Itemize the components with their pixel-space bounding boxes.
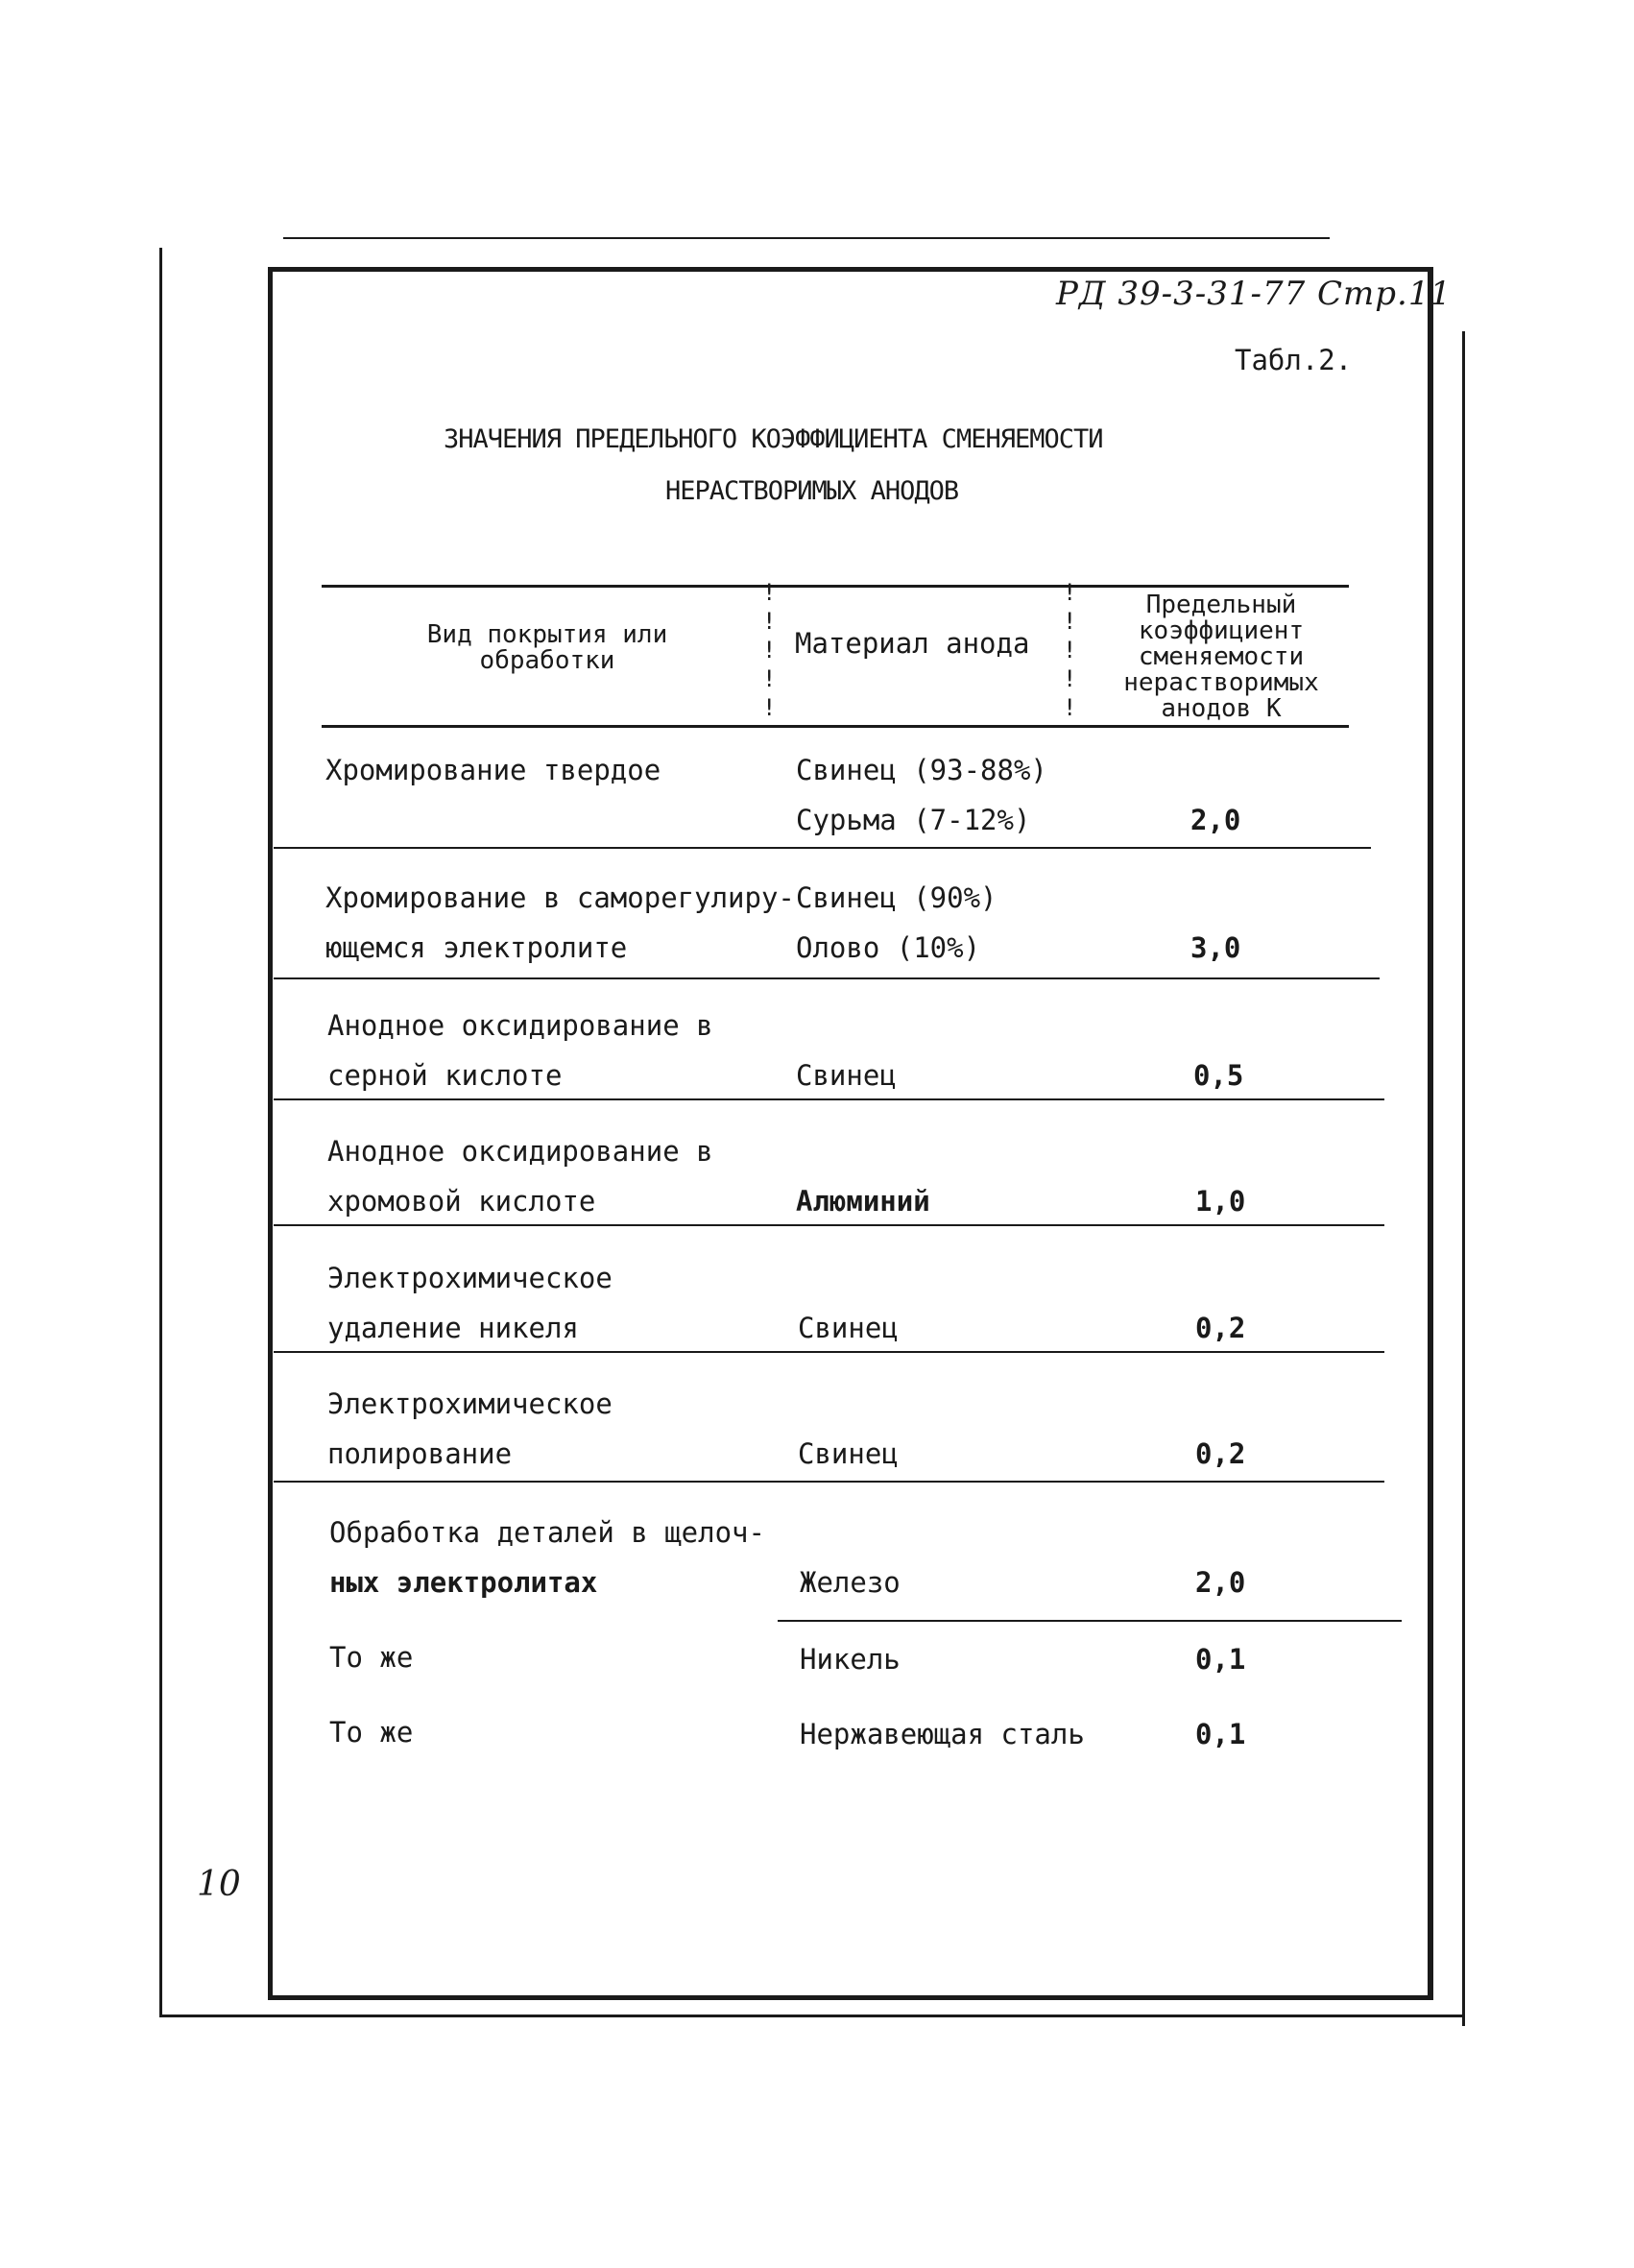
coating-cell: хромовой кислоте xyxy=(327,1185,596,1218)
material-cell: Алюминий xyxy=(796,1185,930,1218)
coating-cell: полирование xyxy=(327,1437,513,1470)
coefficient-cell: 0,2 xyxy=(1195,1312,1246,1344)
table-label: Табл.2. xyxy=(1235,344,1353,376)
header-coating-type: Вид покрытия или обработки xyxy=(426,620,668,675)
row-separator-partial xyxy=(778,1620,1402,1622)
table-header-top-rule xyxy=(322,585,1349,588)
coating-cell: Электрохимическое xyxy=(327,1262,613,1294)
coating-cell: Электрохимическое xyxy=(327,1387,613,1420)
coating-cell: ющемся электролите xyxy=(325,931,628,964)
sheet-bottom-rule xyxy=(159,2015,1465,2017)
material-cell: Никель xyxy=(800,1643,901,1676)
coefficient-cell: 0,2 xyxy=(1195,1437,1246,1470)
coating-cell: удаление никеля xyxy=(327,1312,579,1344)
sheet-top-rule xyxy=(283,237,1330,239)
row-separator xyxy=(274,1224,1384,1226)
material-cell: Свинец xyxy=(798,1312,899,1344)
material-cell: Свинец xyxy=(798,1437,899,1470)
coating-cell: Анодное оксидирование в xyxy=(327,1009,713,1042)
coefficient-cell: 0,1 xyxy=(1195,1718,1246,1750)
coating-cell: серной кислоте xyxy=(327,1059,563,1092)
header-anode-material: Материал анода xyxy=(795,627,1030,660)
table-header-bottom-rule xyxy=(322,725,1349,728)
coefficient-cell: 2,0 xyxy=(1195,1566,1246,1599)
coating-cell: Хромирование в саморегулиру- xyxy=(325,881,795,914)
coefficient-cell: 0,1 xyxy=(1195,1643,1246,1676)
row-separator xyxy=(274,1098,1384,1100)
material-cell: Нержавеющая сталь xyxy=(800,1718,1085,1750)
row-separator xyxy=(274,977,1380,979)
coefficient-cell: 2,0 xyxy=(1190,804,1241,836)
material-cell: Свинец xyxy=(796,1059,897,1092)
page-title-line-2: НЕРАСТВОРИМЫХ АНОДОВ xyxy=(665,476,959,506)
material-cell: Железо xyxy=(800,1566,901,1599)
material-cell: Сурьма (7-12%) xyxy=(796,804,1031,836)
material-cell: Свинец (90%) xyxy=(796,881,997,914)
sheet-right-rule xyxy=(1462,331,1465,2026)
coating-cell: Обработка деталей в щелоч- xyxy=(329,1516,765,1549)
document-code: РД 39-3-31-77 Стр.11 xyxy=(1056,275,1453,313)
row-separator xyxy=(274,847,1371,849)
coating-cell: То же xyxy=(329,1641,414,1674)
material-cell: Олово (10%) xyxy=(796,931,981,964)
coating-cell: ных электролитах xyxy=(329,1566,598,1599)
coating-cell: То же xyxy=(329,1716,414,1749)
column-separator-1: ! ! ! ! ! xyxy=(762,579,777,721)
material-cell: Свинец (93-88%) xyxy=(796,754,1047,786)
sheet-left-rule xyxy=(159,248,162,2016)
coefficient-cell: 1,0 xyxy=(1195,1185,1246,1218)
margin-page-number: 10 xyxy=(197,1865,241,1904)
coefficient-cell: 3,0 xyxy=(1190,931,1241,964)
header-limit-coefficient: Предельный коэффициент сменяемости нерастворимых анодов К xyxy=(1123,591,1319,723)
row-separator xyxy=(274,1351,1384,1353)
coefficient-cell: 0,5 xyxy=(1193,1059,1244,1092)
coating-cell: Анодное оксидирование в xyxy=(327,1135,713,1168)
row-separator xyxy=(274,1481,1384,1483)
page-title-line-1: ЗНАЧЕНИЯ ПРЕДЕЛЬНОГО КОЭФФИЦИЕНТА СМЕНЯЕМОСТИ xyxy=(444,424,1103,454)
column-separator-2: ! ! ! ! ! xyxy=(1063,579,1077,721)
coating-cell: Хромирование твердое xyxy=(325,754,661,786)
